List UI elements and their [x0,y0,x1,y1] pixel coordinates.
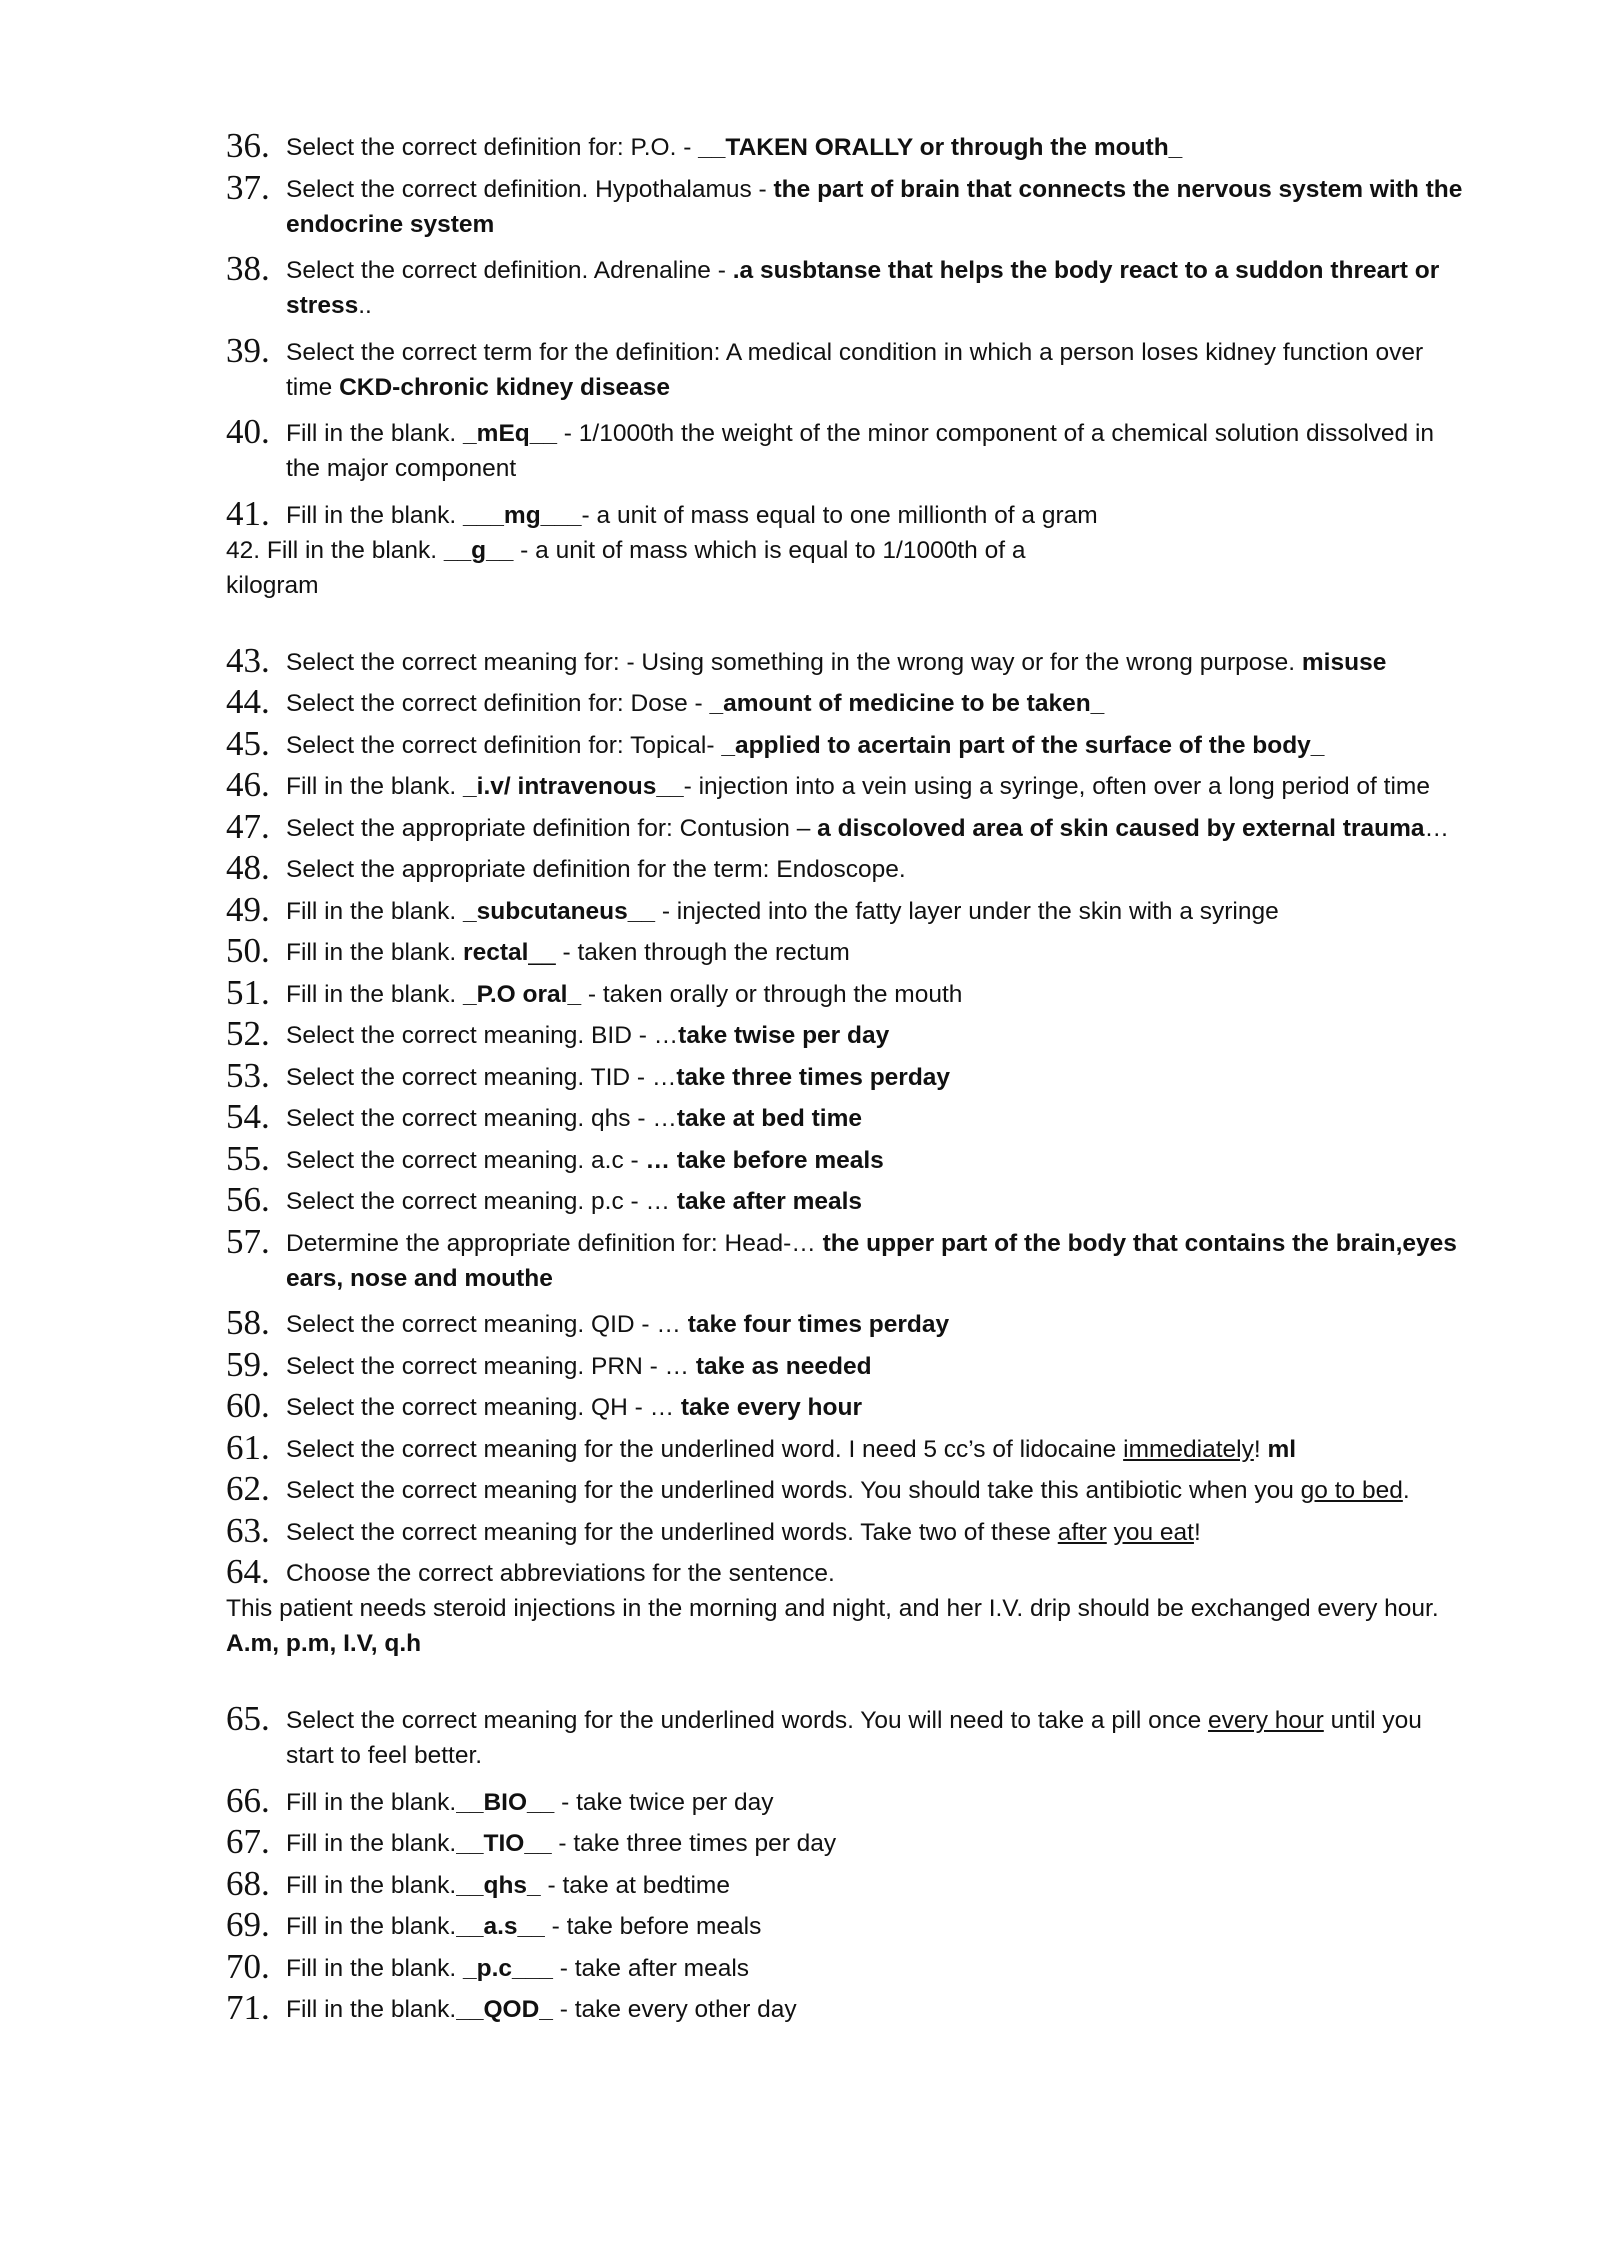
suffix: - take after meals [552,1954,750,1982]
answer: … take before meals [645,1146,884,1174]
question-number: 40. [226,412,270,451]
question-number: 43. [226,640,270,680]
question-65 [226,1701,1466,1773]
answer: __g__ [443,536,514,564]
question-66 [226,1780,1466,1820]
suffix: - taken orally or through the mouth [581,980,963,1008]
question-text [286,892,1466,929]
answer: a discoloved area of skin caused by external trauma [817,814,1425,842]
prompt: Select the correct meaning. PRN - … [286,1352,696,1380]
question-text [286,496,1466,533]
prompt: Fill in the blank. [286,501,464,529]
question-40 [226,414,1466,486]
question-39 [226,330,1466,405]
question-42-line1 [226,533,1466,568]
answer: _i.v/ intravenous__ [463,773,684,800]
answer: A.m, p.m, I.V, q.h [226,1630,422,1657]
prompt: Select the correct meaning for the underlined words. Take two of these [286,1518,1058,1546]
suffix: __ - taken through the rectum [528,939,850,966]
question-56 [226,1182,1466,1219]
question-53 [226,1055,1466,1095]
question-number: 57. [226,1221,270,1261]
question-number: 65. [226,1699,270,1738]
question-46 [226,767,1466,804]
prompt: Select the correct meaning. a.c - [286,1146,646,1174]
underlined-word: go to bed [1300,1477,1403,1504]
underlined-word: every hour [1208,1707,1324,1734]
prompt: Fill in the blank. [286,773,464,800]
suffix: ! [1253,1435,1268,1463]
question-number: 36. [226,126,270,165]
question-number: 71. [226,1988,270,2027]
question-43 [226,640,1466,680]
question-text [286,1430,1466,1467]
prompt: Select the correct definition. Hypothalamus - [286,175,774,203]
answer: __TAKEN ORALLY or through the mouth_ [698,134,1183,161]
question-number: 59. [226,1344,270,1384]
question-text [286,1949,1466,1986]
question-52 [226,1016,1466,1053]
question-text [286,1099,1466,1136]
question-61 [226,1427,1466,1467]
question-number: 67. [226,1822,270,1861]
question-number: 62. [226,1469,270,1508]
question-text [286,975,1466,1012]
prompt: Determine the appropriate definition for: Head-… [286,1229,823,1257]
answer: take at bed time [676,1105,863,1132]
answer: the part of brain that connects the nervous system with the endocrine system [286,175,1463,238]
answer: take every hour [680,1394,862,1421]
question-number: 49. [226,889,270,929]
question-57 [226,1221,1466,1296]
question-number: 48. [226,848,270,887]
prompt: Select the correct meaning for: - Using something in the wrong way or for the wrong purpose. [286,648,1302,676]
question-49 [226,889,1466,929]
answer: CKD-chronic kidney disease [339,373,670,401]
question-number: 61. [226,1427,270,1467]
underlined-word: immediately [1123,1435,1254,1463]
prompt: Fill in the blank. [286,897,464,925]
question-62 [226,1471,1466,1508]
question-45 [226,723,1466,763]
answer: _P.O oral_ [463,980,582,1008]
question-number: 58. [226,1303,270,1342]
prompt: Fill in the blank. [286,1788,457,1816]
prompt: Fill in the blank. [286,1871,457,1899]
question-64-sentence: This patient needs steroid injections in the morning and night, and her I.V. drip should be exchanged every hour. [226,1595,1439,1622]
underlined-word: after [1057,1518,1107,1546]
suffix: - injected into the fatty layer under the skin with a syringe [655,897,1279,925]
question-48 [226,850,1466,887]
answer: take after meals [676,1188,863,1215]
prompt: Select the correct meaning. QID - … [286,1311,688,1338]
answer: _p.c___ [463,1954,553,1982]
prompt: Select the correct meaning. qhs - … [286,1105,677,1132]
underlined-word: you eat [1113,1518,1194,1546]
answer: __qhs_ [456,1871,541,1899]
suffix: - a unit of mass equal to one millionth of a gram [581,501,1098,529]
question-number: 46. [226,765,270,804]
question-number: 50. [226,931,270,970]
answer: rectal [463,939,529,966]
question-51 [226,972,1466,1012]
question-text [286,333,1466,405]
answer: __a.s__ [456,1913,545,1940]
prompt: Select the correct meaning. p.c - … [286,1188,677,1215]
prompt: Select the correct definition for: P.O. - [286,134,699,161]
question-text [286,643,1466,680]
suffix: - 1/1000th the weight of the minor component of a chemical solution dissolved in the major component [286,420,1435,482]
question-number: 56. [226,1180,270,1219]
question-number: 47. [226,806,270,846]
question-number: 44. [226,682,270,721]
question-text [286,1990,1466,2027]
prompt: Select the correct definition. Adrenaline - [286,257,733,284]
suffix: … [1424,814,1449,842]
question-text [286,767,1466,804]
question-text [286,933,1466,970]
question-text [286,1907,1466,1944]
prompt: Select the correct meaning. QH - … [286,1394,681,1421]
suffix: - take at bedtime [540,1871,730,1899]
question-54 [226,1099,1466,1136]
prompt: Fill in the blank. [286,1913,457,1940]
question-64 [226,1554,1466,1591]
suffix: - take before meals [544,1913,762,1940]
suffix: - take twice per day [554,1788,774,1816]
question-number: 41. [226,493,270,533]
answer: .a susbtanse that helps the body react to a suddon threart or stress [286,257,1440,319]
question-list [226,128,1466,2032]
prompt: Fill in the blank. [286,1830,457,1857]
question-71 [226,1990,1466,2027]
question-number: 51. [226,972,270,1012]
answer: misuse [1301,648,1387,676]
question-50 [226,933,1466,970]
question-55 [226,1138,1466,1178]
question-text [286,726,1466,763]
question-text [286,684,1466,721]
prompt: Select the appropriate definition for: Contusion – [286,814,818,842]
question-38 [226,251,1466,323]
question-text [286,251,1466,323]
question-text [286,1513,1466,1550]
question-text [286,1701,1466,1773]
question-text [286,850,1466,887]
answer: _mEq__ [463,420,557,447]
answer: __BIO__ [456,1788,555,1816]
question-text [286,1141,1466,1178]
prompt: Select the appropriate definition for the term: Endoscope. [286,856,906,883]
question-text [286,1182,1466,1219]
prompt: Fill in the blank. [286,1954,464,1982]
answer: _applied to acertain part of the surface of the body_ [721,731,1325,759]
spacer-text [1107,1519,1114,1546]
question-42-line2: kilogram [226,571,319,599]
answer: ___mg___ [463,501,582,529]
prompt: Select the correct definition for: Topical- [286,731,722,759]
question-text [286,170,1466,242]
prompt: Fill in the blank. [286,980,464,1008]
question-text [286,1058,1466,1095]
question-60 [226,1388,1466,1425]
question-67 [226,1824,1466,1861]
prompt: Select the correct term for the definition: A medical condition in which a person loses kidney function over time [286,338,1424,401]
question-number: 38. [226,249,270,288]
prompt: Fill in the blank. [286,420,464,447]
prompt: Select the correct meaning for the underlined word. I need 5 cc’s of lidocaine [286,1435,1124,1463]
answer: _subcutaneus__ [463,897,656,925]
prompt: 42. Fill in the blank. [226,536,444,564]
spacer [226,603,1466,643]
question-text [286,1824,1466,1861]
question-58 [226,1305,1466,1342]
suffix: - take three times per day [551,1830,837,1857]
question-text [286,809,1466,846]
answer: take four times perday [687,1311,950,1338]
answer: ml [1267,1435,1297,1463]
suffix: - a unit of mass which is equal to 1/1000th of a [513,536,1026,564]
question-42 [226,533,1466,603]
question-number: 69. [226,1905,270,1944]
question-number: 53. [226,1055,270,1095]
answer: take twise per day [678,1022,890,1049]
question-text [286,1866,1466,1903]
question-41 [226,493,1466,533]
answer: take as needed [695,1352,872,1380]
question-text [286,1016,1466,1053]
question-number: 45. [226,723,270,763]
question-text [286,1305,1466,1342]
prompt: Select the correct definition for: Dose - [286,690,710,717]
answer: _amount of medicine to be taken_ [709,690,1105,717]
prompt: Select the correct meaning. BID - … [286,1022,679,1049]
question-text [286,414,1466,486]
prompt: Select the correct meaning for the underlined words. You will need to take a pill once [286,1707,1209,1734]
question-number: 55. [226,1138,270,1178]
answer: __QOD_ [456,1996,553,2023]
suffix: ! [1193,1518,1201,1546]
suffix: .. [358,292,372,319]
question-36 [226,128,1466,165]
question-text [286,1224,1466,1296]
question-text [286,128,1466,165]
prompt: Fill in the blank. [286,1996,457,2023]
prompt: Fill in the blank. [286,939,464,966]
question-text [286,1471,1466,1508]
question-number: 66. [226,1780,270,1820]
question-68 [226,1863,1466,1903]
suffix: . [1402,1477,1410,1504]
question-number: 60. [226,1386,270,1425]
question-63 [226,1510,1466,1550]
question-number: 54. [226,1097,270,1136]
question-number: 68. [226,1863,270,1903]
question-number: 63. [226,1510,270,1550]
suffix: until you start to feel better. [286,1707,1422,1769]
question-text [286,1783,1466,1820]
question-number: 37. [226,167,270,207]
question-number: 64. [226,1552,270,1591]
question-number: 52. [226,1014,270,1053]
answer: take three times perday [676,1063,951,1091]
suffix: - take every other day [552,1996,797,2023]
question-text [286,1554,1466,1591]
answer: the upper part of the body that contains the brain,eyes ears, nose and mouthe [286,1229,1457,1292]
question-59 [226,1344,1466,1384]
question-text [286,1388,1466,1425]
question-64-answer [226,1626,1466,1661]
prompt: Choose the correct abbreviations for the sentence. [286,1560,835,1587]
question-number: 70. [226,1946,270,1986]
suffix: - injection into a vein using a syringe, often over a long period of time [683,773,1430,800]
question-37 [226,167,1466,242]
prompt: Select the correct meaning. TID - … [286,1063,677,1091]
question-number: 39. [226,330,270,370]
question-44 [226,684,1466,721]
prompt: Select the correct meaning for the underlined words. You should take this antibiotic when you [286,1477,1301,1504]
question-64-body [226,1591,1466,1661]
question-70 [226,1946,1466,1986]
question-text [286,1347,1466,1384]
question-69 [226,1907,1466,1944]
spacer [226,1661,1466,1701]
answer: __TIO__ [456,1830,552,1857]
question-47 [226,806,1466,846]
